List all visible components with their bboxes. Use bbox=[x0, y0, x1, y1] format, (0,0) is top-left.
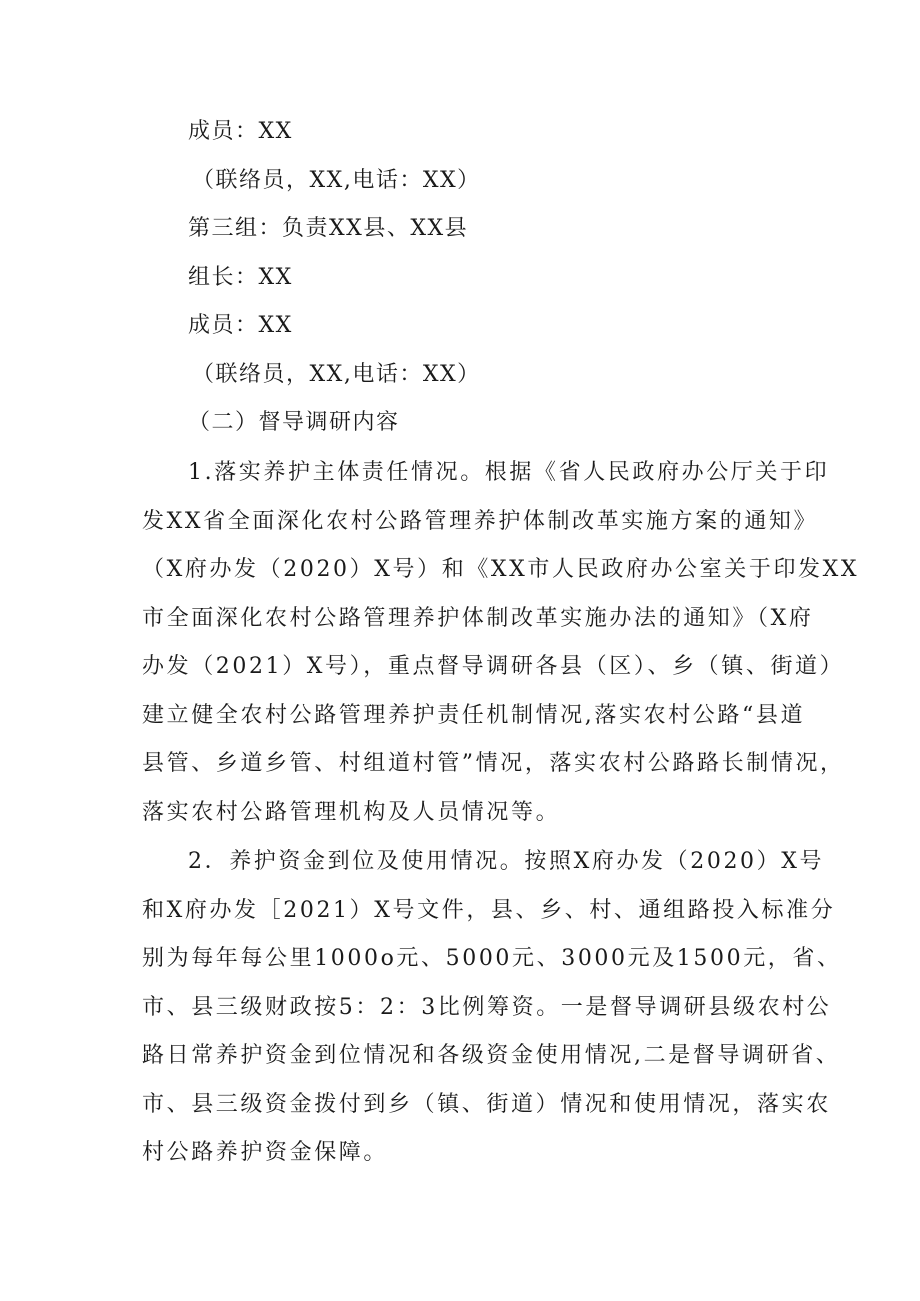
item2-line-3: 别为每年每公里1000o元、5000元、3000元及1500元，省、 bbox=[142, 946, 842, 971]
group2-liaison: （联络员，XX,电话：XX） bbox=[192, 168, 481, 193]
group3-title: 第三组：负责XX县、XX县 bbox=[188, 216, 469, 241]
item2-line-5: 路日常养护资金到位情况和各级资金使用情况,二是督导调研省、 bbox=[142, 1043, 841, 1068]
item2-line-6: 市、县三级资金拨付到乡（镇、街道）情况和使用情况，落实农 bbox=[142, 1092, 831, 1117]
item1-line-3: （X府办发（2020）X号）和《XX市人民政府办公室关于印发XX bbox=[142, 557, 860, 582]
item2-line-2: 和X府办发［2021）X号文件，县、乡、村、通组路投入标准分 bbox=[142, 898, 836, 923]
item2-line-7: 村公路养护资金保障。 bbox=[142, 1140, 389, 1165]
item2-line-4: 市、县三级财政按5：2：3比例筹资。一是督导调研县级农村公 bbox=[142, 995, 832, 1020]
section-heading: （二）督导调研内容 bbox=[188, 410, 400, 435]
item1-line-6: 建立健全农村公路管理养护责任机制情况,落实农村公路“县道 bbox=[142, 703, 806, 728]
item1-line-7: 县管、乡道乡管、村组道村管”情况，落实农村公路路长制情况， bbox=[142, 751, 845, 776]
group3-members: 成员：XX bbox=[188, 313, 293, 338]
group3-liaison: （联络员，XX,电话：XX） bbox=[192, 362, 481, 387]
item2-line-1: 2．养护资金到位及使用情况。按照X府办发（2020）X号 bbox=[188, 849, 825, 874]
item1-line-1: 1.落实养护主体责任情况。根据《省人民政府办公厅关于印 bbox=[188, 460, 830, 485]
group2-members: 成员：XX bbox=[188, 119, 293, 144]
item1-line-8: 落实农村公路管理机构及人员情况等。 bbox=[142, 800, 561, 825]
item1-line-4: 市全面深化农村公路管理养护体制改革实施办法的通知》（X府 bbox=[142, 606, 814, 631]
group3-leader: 组长：XX bbox=[188, 265, 293, 290]
item1-line-2: 发XX省全面深化农村公路管理养护体制改革实施方案的通知》 bbox=[142, 509, 819, 534]
item1-line-5: 办发（2021）X号），重点督导调研各县（区）、乡（镇、街道） bbox=[142, 654, 845, 679]
